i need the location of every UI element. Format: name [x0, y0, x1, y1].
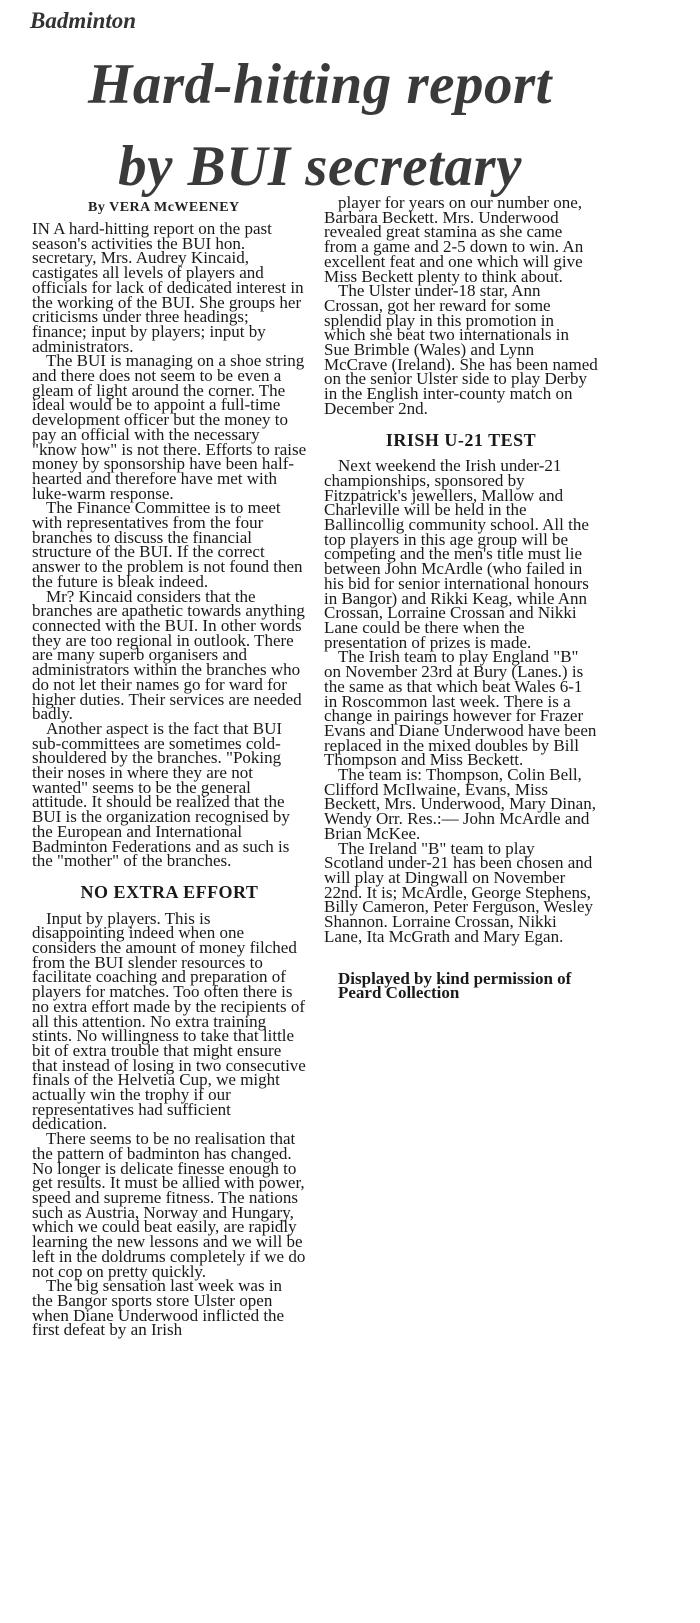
paragraph: IN A hard-hitting report on the past season's activities the BUI hon. secretary, Mrs. Audrey Kincaid, castigates all levels of players and officials for lack of dedicated interest in the working of the BUI. She groups her criticisms under three headings; finance; input by players; input by administrators.: [32, 219, 304, 356]
paragraph: The Irish team to play England "B" on November 23rd at Bury (Lanes.) is the same as that which beat Wales 6-1 in Roscommon last week. There is a change in pairings however for Frazer Evans and Diane Underwood have been replaced in the mixed doubles by Bill Thompson and Miss Beckett.: [324, 647, 597, 770]
section-label: Badminton: [30, 8, 137, 33]
paragraph: Another aspect is the fact that BUI sub-committees are sometimes cold-shouldered by the branches. "Poking their noses in where they are not wanted" seems to be the general attitude. It should be realized that the BUI is the organization recognised by the European and International Badminton Federations and as such is the "mother" of the branches.: [32, 718, 290, 871]
paragraph: The team is: Thompson, Colin Bell, Clifford McIlwaine, Evans, Miss Beckett, Mrs. Underwood, Mary Dinan, Wendy Orr. Res.:— John McArdle and Brian McKee.: [324, 765, 596, 843]
paragraph: There seems to be no realisation that the pattern of badminton has changed. No longer is delicate finesse enough to get results. It must be allied with power, speed and supreme fitness. The nations such as Austria, Norway and Hungary, which we could beat easily, are rapidly learning the new lessons and we will be left in the doldrums completely if we do not cop on pretty quickly.: [32, 1129, 306, 1281]
paragraph: Next weekend the Irish under-21 championships, sponsored by Fitzpatrick's jewellers, Mallow and Charleville will be held in the Ballincollig community school. All the top players in this age group will be competing and the men's title must lie between John McArdle (who failed in his bid for senior international honours in Bangor) and Rikki Keag, while Ann Crossan, Lorraine Crossan and Nikki Lane could be there when the presentation of prizes is made.: [324, 456, 589, 652]
paragraph: The Ireland "B" team to play Scotland under-21 has been chosen and will play at Dingwall on November 22nd. It is; McArdle, George Stephens, Billy Cameron, Peter Ferguson, Wesley Shannon. Lorraine Crossan, Nikki Lane, Ita McGrath and Mary Egan.: [324, 838, 594, 946]
headline-line-1: Hard-hitting report: [88, 53, 552, 116]
article-column-1: [32, 219, 307, 1340]
byline: By VERA McWEENEY: [88, 200, 240, 215]
paragraph: The big sensation last week was in the Bangor sports store Ulster open when Diane Underwood inflicted the first defeat by an Irish: [32, 1276, 285, 1340]
paragraph: Input by players. This is disappointing indeed when one considers the amount of money filched from the BUI slender resources to facilitate coaching and preparation of players for matches. Too often there is no extra effort made by the recipients of all this attention. No extra training stints. No willingness to take that little bit of extra trouble that might ensure that instead of losing in two consecutive finals of the Helvetia Cup, we might actually win the trophy if our representatives had sufficient dedication.: [32, 908, 306, 1134]
headline: [20, 44, 620, 208]
photo-credit: Displayed by kind permission of Peard Collection: [338, 969, 572, 1003]
paragraph: player for years on our number one, Barbara Beckett. Mrs. Underwood revealed great stamina as she came from a game and 2-5 down to win. An excellent feat and one which will give Miss Beckett plenty to think about.: [324, 193, 584, 286]
paragraph: The BUI is managing on a shoe string and there does not seem to be even a gleam of light around the corner. The ideal would be to appoint a full-time development officer but the money to pay an official with the necessary "know how" is not there. Efforts to raise money by sponsorship have been half-hearted and therefore have met with luke-warm response.: [32, 351, 307, 503]
paragraph: The Ulster under-18 star, Ann Crossan, got her reward for some splendid play in this promotion in which she beat two internationals in Sue Brimble (Wales) and Lynn McCrave (Ireland). She has been named on the senior Ulster side to play Derby in the English inter-county match on December 2nd.: [324, 281, 598, 418]
article-column-2: [324, 193, 598, 1003]
headline-line-2: by BUI secretary: [118, 135, 522, 198]
paragraph: The Finance Committee is to meet with representatives from the four branches to discuss the financial structure of the BUI. If the correct answer to the problem is not found then the future is bleak indeed.: [32, 498, 303, 591]
subheading-irish-u21-test: IRISH U-21 TEST: [385, 429, 537, 450]
subheading-no-extra-effort: NO EXTRA EFFORT: [80, 881, 259, 902]
paragraph: Mr? Kincaid considers that the branches are apathetic towards anything connected with the BUI. In other words they are too regional in outlook. There are many superb organisers and administrators within the branches who do not let their names go for ward for higher duties. Their services are needed badly.: [32, 586, 305, 724]
